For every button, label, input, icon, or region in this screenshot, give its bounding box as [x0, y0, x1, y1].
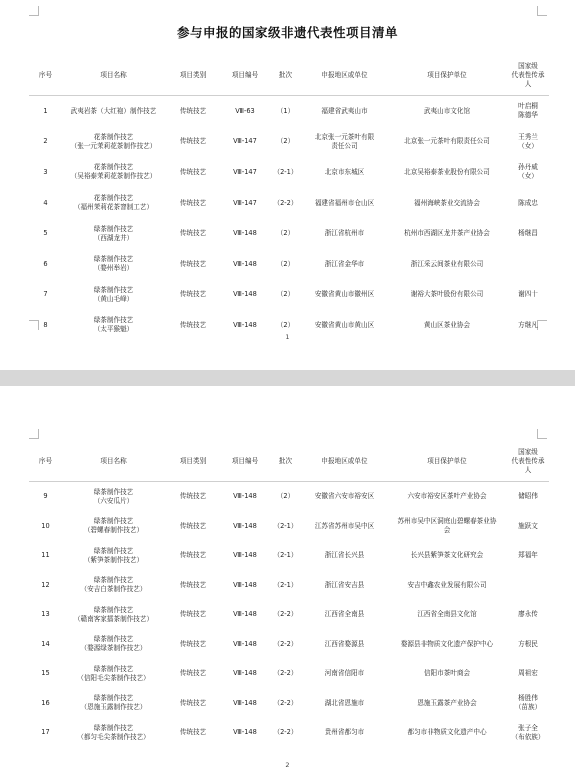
cell-name-line: 绿茶制作技艺 [93, 605, 134, 614]
cell-inheritor [507, 157, 549, 188]
table-row [29, 718, 549, 748]
cell-region [302, 718, 387, 748]
cell-inheritor [507, 630, 549, 660]
cell-category: 传统技艺 [179, 229, 207, 238]
cell-region-line: 浙江省安吉县 [324, 580, 365, 589]
cell-inheritor [507, 96, 549, 127]
cell-name-line: 花茶制作技艺 [93, 132, 134, 141]
page-number: 1 [285, 333, 290, 341]
cell-region-line: 江西省婺源县 [324, 639, 365, 648]
cell-region-line: 江苏省苏州市吴中区 [314, 521, 375, 530]
table-body [29, 96, 549, 341]
cell-inheritor [507, 600, 549, 630]
cell-inheritor [507, 571, 549, 601]
cell-name-line: 绿茶制作技艺 [93, 664, 134, 673]
header-inheritor-line: 人 [524, 79, 532, 88]
cell-name-line: 绿茶制作技艺 [93, 694, 134, 703]
cell-no: 6 [43, 259, 48, 268]
cell-region [302, 280, 387, 311]
cell-batch: （2-2） [273, 198, 298, 207]
table-row [29, 541, 549, 571]
cell-name-line: 花茶制作技艺 [93, 194, 134, 203]
cell-batch: （2-1） [273, 580, 298, 589]
cell-batch: （2） [276, 259, 295, 268]
cell-region [302, 127, 387, 158]
table-row [29, 600, 549, 630]
cell-region-line: 安徽省黄山市徽州区 [314, 290, 375, 299]
header-unit: 项目保护单位 [427, 456, 467, 465]
cell-code: Ⅷ-148 [233, 639, 257, 648]
cell-inheritor [507, 718, 549, 748]
header-inheritor-line: 代表性传承 [511, 70, 545, 79]
header-inheritor [507, 55, 549, 96]
table-row [29, 157, 549, 188]
cell-region [302, 689, 387, 719]
cell-name-line: （婺州举岩） [93, 264, 134, 273]
cell-region-line: 北京张一元茶叶有限 [314, 132, 375, 141]
cell-no: 1 [43, 106, 48, 115]
cell-code: Ⅷ-148 [233, 551, 257, 560]
header-code: 项目编号 [231, 70, 259, 79]
cell-unit [387, 96, 507, 127]
table-row [29, 482, 549, 512]
cell-name [62, 249, 165, 280]
cell-region [302, 188, 387, 219]
cell-batch: （2-2） [273, 698, 298, 707]
header-name: 项目名称 [100, 456, 127, 465]
cell-name-line: （都匀毛尖茶制作技艺） [77, 732, 150, 741]
cell-name [62, 600, 165, 630]
heritage-table [29, 55, 549, 341]
cell-inheritor-line: 方继凡 [518, 320, 538, 329]
cell-inheritor [507, 188, 549, 219]
page-number: 2 [285, 761, 290, 769]
cell-code: Ⅷ-148 [233, 580, 257, 589]
cell-name-line: （太平猴魁） [93, 325, 134, 334]
cell-no: 15 [41, 669, 50, 678]
cell-name [62, 571, 165, 601]
document-title: 参与申报的国家级非遗代表性项目清单 [176, 25, 398, 40]
cell-region [302, 249, 387, 280]
cell-unit-line: 六安市裕安区茶叶产业协会 [407, 492, 487, 501]
cell-category: 传统技艺 [179, 580, 207, 589]
cell-region-line: 福建省福州市仓山区 [314, 198, 375, 207]
cell-unit [387, 218, 507, 249]
cell-region [302, 600, 387, 630]
cell-inheritor-line: （苗族） [514, 703, 542, 712]
cell-name [62, 541, 165, 571]
table-row [29, 571, 549, 601]
heritage-table [29, 441, 549, 748]
cell-region-line: 浙江省杭州市 [324, 229, 365, 238]
cell-no: 13 [41, 610, 50, 619]
cell-inheritor [507, 482, 549, 512]
cell-unit [387, 127, 507, 158]
cell-inheritor [507, 127, 549, 158]
cell-region-line: 安徽省六安市裕安区 [314, 492, 375, 501]
header-inheritor-line: 代表性传承 [511, 456, 545, 465]
cell-name-line: （西湖龙井） [93, 233, 134, 242]
cell-name [62, 127, 165, 158]
cell-unit [387, 280, 507, 311]
cell-unit-line: 黄山区茶业协会 [423, 320, 471, 329]
cell-name-line: 绿茶制作技艺 [93, 487, 134, 496]
cell-no: 8 [43, 320, 48, 329]
document-page-1 [0, 0, 575, 370]
cell-code: Ⅷ-148 [233, 521, 257, 530]
cell-code: Ⅷ-148 [233, 610, 257, 619]
cell-no: 14 [41, 639, 50, 648]
cell-name-line: （紫笋茶制作技艺） [83, 555, 144, 564]
table-row [29, 188, 549, 219]
cell-name [62, 280, 165, 311]
header-inheritor [507, 441, 549, 482]
cell-batch: （2） [276, 320, 295, 329]
cell-unit [387, 718, 507, 748]
cell-inheritor [507, 249, 549, 280]
cell-region [302, 218, 387, 249]
header-no: 序号 [38, 456, 53, 465]
cell-unit-line: 北京吴裕泰茶业股份有限公司 [404, 167, 490, 176]
cell-batch: （2-1） [273, 521, 298, 530]
cell-inheritor [507, 280, 549, 311]
cell-batch: （2-2） [273, 610, 298, 619]
cell-no: 16 [41, 698, 50, 707]
cell-inheritor [507, 689, 549, 719]
header-code: 项目编号 [231, 456, 259, 465]
cell-region [302, 512, 387, 542]
cell-name-line: 绿茶制作技艺 [93, 255, 134, 264]
cell-name [62, 188, 165, 219]
cell-no: 3 [43, 167, 48, 176]
cell-category: 传统技艺 [179, 551, 207, 560]
cell-code: Ⅷ-148 [233, 669, 257, 678]
table-row [29, 127, 549, 158]
cell-region-line: 责任公司 [331, 141, 358, 150]
header-region: 申报地区或单位 [321, 456, 368, 465]
cell-region [302, 157, 387, 188]
header-unit: 项目保护单位 [427, 70, 467, 79]
cell-no: 10 [41, 521, 50, 530]
cell-name-line: （张一元茉莉花茶制作技艺） [70, 141, 157, 150]
header-category: 项目类别 [179, 456, 207, 465]
cell-category: 传统技艺 [179, 259, 207, 268]
cell-name [62, 218, 165, 249]
cell-name [62, 482, 165, 512]
cell-inheritor-line: 周祖宏 [518, 669, 538, 678]
cell-inheritor-line: 储昭伟 [518, 492, 538, 501]
cell-name-line: （安吉白茶制作技艺） [80, 585, 147, 594]
cell-name-line: （婺源绿茶制作技艺） [80, 644, 147, 653]
header-inheritor-line: 人 [524, 465, 532, 474]
cell-unit [387, 659, 507, 689]
cell-category: 传统技艺 [179, 106, 207, 115]
cell-region-line: 浙江省长兴县 [324, 551, 365, 560]
document-page-2 [0, 386, 575, 779]
cell-no: 7 [43, 290, 48, 299]
cell-unit-line: 安吉中鑫农业发展有限公司 [407, 580, 487, 589]
cell-code: Ⅷ-147 [233, 137, 257, 146]
cell-region-line: 湖北省恩施市 [324, 698, 365, 707]
cell-batch: （2-1） [273, 167, 298, 176]
cell-unit-line: 恩施玉露茶产业协会 [417, 698, 477, 707]
cell-unit-line: 福州海峡茶业交流协会 [414, 198, 480, 207]
cell-unit-line: 都匀市非物质文化遗产中心 [407, 728, 487, 737]
table-header-row [29, 55, 549, 96]
cell-unit [387, 630, 507, 660]
cell-region [302, 659, 387, 689]
cell-region-line: 安徽省黄山市黄山区 [314, 320, 375, 329]
cell-code: Ⅷ-148 [233, 229, 257, 238]
cell-name [62, 630, 165, 660]
cell-unit [387, 482, 507, 512]
crop-mark [537, 429, 547, 439]
cell-inheritor [507, 541, 549, 571]
cell-inheritor-line: 谢四十 [518, 290, 538, 299]
cell-unit-line: 杭州市西湖区龙井茶产业协会 [404, 229, 490, 238]
cell-name-line: （信阳毛尖茶制作技艺） [77, 673, 150, 682]
cell-name [62, 512, 165, 542]
cell-no: 17 [41, 728, 50, 737]
cell-unit [387, 689, 507, 719]
header-no: 序号 [38, 70, 53, 79]
cell-name-line: （黄山毛峰） [93, 294, 134, 303]
cell-no: 2 [43, 137, 48, 146]
crop-mark [29, 6, 39, 16]
cell-unit-line: 苏州市吴中区洞庭山碧螺春茶业协 [397, 517, 497, 526]
cell-category: 传统技艺 [179, 639, 207, 648]
cell-category: 传统技艺 [179, 290, 207, 299]
cell-inheritor-line: 杨继昌 [518, 229, 538, 238]
cell-name [62, 157, 165, 188]
table-row [29, 249, 549, 280]
cell-inheritor-line: （女） [518, 141, 538, 150]
cell-region [302, 482, 387, 512]
cell-batch: （2-2） [273, 639, 298, 648]
cell-unit [387, 157, 507, 188]
cell-name-line: 绿茶制作技艺 [93, 285, 134, 294]
cell-code: Ⅷ-148 [233, 698, 257, 707]
cell-inheritor-line: 叶启桐 [518, 102, 538, 111]
cell-batch: （1） [276, 106, 295, 115]
cell-name-line: 花茶制作技艺 [93, 163, 134, 172]
header-batch: 批次 [278, 70, 293, 79]
cell-code: Ⅷ-148 [233, 492, 257, 501]
cell-inheritor-line: 施跃文 [518, 521, 538, 530]
cell-code: Ⅷ-148 [233, 728, 257, 737]
cell-name-line: （吴裕泰茉莉花茶制作技艺） [70, 172, 157, 181]
table-body [29, 482, 549, 748]
cell-name [62, 96, 165, 127]
cell-code: Ⅷ-148 [233, 259, 257, 268]
cell-category: 传统技艺 [179, 698, 207, 707]
cell-unit-line: 江西省全南县文化馆 [417, 610, 477, 619]
cell-name [62, 718, 165, 748]
cell-unit-line: 北京张一元茶叶有限责任公司 [404, 137, 490, 146]
cell-name [62, 659, 165, 689]
cell-no: 4 [43, 198, 48, 207]
header-inheritor-line: 国家级 [518, 61, 538, 70]
cell-category: 传统技艺 [179, 610, 207, 619]
cell-name [62, 689, 165, 719]
cell-region [302, 571, 387, 601]
cell-unit-line: 信阳市茶叶商会 [423, 669, 471, 678]
cell-name-line: （碧螺春制作技艺） [83, 526, 144, 535]
cell-unit-line: 武夷山市文化馆 [423, 106, 471, 115]
cell-unit-line: 长兴县紫笋茶文化研究会 [410, 551, 484, 560]
cell-name-line: （福州茉莉花茶窨制工艺） [73, 203, 154, 212]
table-row [29, 280, 549, 311]
cell-inheritor-line: 王秀兰 [518, 132, 538, 141]
cell-name-line: （恩施玉露制作技艺） [80, 703, 147, 712]
crop-mark [537, 6, 547, 16]
cell-inheritor-line: 陈成忠 [518, 198, 538, 207]
crop-mark [29, 429, 39, 439]
cell-category: 传统技艺 [179, 198, 207, 207]
cell-region-line: 福建省武夷山市 [321, 106, 368, 115]
header-category: 项目类别 [179, 70, 207, 79]
cell-inheritor-line: 孙丹威 [518, 163, 538, 172]
cell-region-line: 河南省信阳市 [324, 669, 365, 678]
cell-inheritor-line: （布依族） [511, 732, 545, 741]
cell-region [302, 541, 387, 571]
cell-category: 传统技艺 [179, 137, 207, 146]
cell-region-line: 北京市东城区 [324, 167, 365, 176]
cell-name-line: 绿茶制作技艺 [93, 316, 134, 325]
cell-no: 11 [41, 551, 50, 560]
cell-unit-line: 婺源县非物质文化遗产保护中心 [400, 639, 494, 648]
cell-code: Ⅷ-148 [233, 290, 257, 299]
cell-batch: （2-2） [273, 669, 298, 678]
table-row [29, 689, 549, 719]
cell-name-line: 武夷岩茶（大红袍）制作技艺 [70, 106, 157, 115]
cell-name-line: 绿茶制作技艺 [93, 517, 134, 526]
cell-inheritor [507, 218, 549, 249]
cell-code: Ⅷ-148 [233, 320, 257, 329]
cell-unit [387, 512, 507, 542]
header-inheritor-line: 国家级 [518, 447, 538, 456]
cell-region-line: 江西省全南县 [324, 610, 365, 619]
header-batch: 批次 [278, 456, 293, 465]
cell-unit [387, 249, 507, 280]
cell-unit [387, 600, 507, 630]
cell-unit [387, 571, 507, 601]
cell-code: Ⅷ-147 [233, 167, 257, 176]
table-row [29, 512, 549, 542]
cell-code: Ⅷ-63 [235, 106, 255, 115]
cell-inheritor [507, 512, 549, 542]
cell-inheritor-line: 陈德华 [518, 111, 538, 120]
table-row [29, 218, 549, 249]
cell-inheritor-line: 廖永传 [518, 610, 538, 619]
cell-no: 5 [43, 229, 48, 238]
cell-batch: （2） [276, 290, 295, 299]
cell-batch: （2） [276, 229, 295, 238]
cell-inheritor-line: 张子全 [518, 723, 538, 732]
cell-unit-line: 浙江采云间茶业有限公司 [410, 259, 484, 268]
cell-inheritor [507, 659, 549, 689]
cell-name-line: （六安瓜片） [93, 496, 134, 505]
cell-category: 传统技艺 [179, 521, 207, 530]
cell-inheritor-line: （女） [518, 172, 538, 181]
cell-unit [387, 541, 507, 571]
cell-region-line: 浙江省金华市 [324, 259, 365, 268]
cell-unit-line: 会 [443, 526, 451, 535]
cell-category: 传统技艺 [179, 728, 207, 737]
cell-unit-line: 谢裕大茶叶股份有限公司 [410, 290, 484, 299]
table-row [29, 630, 549, 660]
header-region: 申报地区或单位 [321, 70, 368, 79]
cell-no: 12 [41, 580, 50, 589]
cell-batch: （2-2） [273, 728, 298, 737]
cell-inheritor-line: 郑福年 [518, 551, 538, 560]
cell-name-line: 绿茶制作技艺 [93, 224, 134, 233]
cell-name-line: 绿茶制作技艺 [93, 546, 134, 555]
cell-name-line: 绿茶制作技艺 [93, 635, 134, 644]
cell-batch: （2-1） [273, 551, 298, 560]
table-row [29, 659, 549, 689]
cell-category: 传统技艺 [179, 669, 207, 678]
table-row [29, 96, 549, 127]
cell-region-line: 贵州省都匀市 [324, 728, 365, 737]
cell-batch: （2） [276, 137, 295, 146]
cell-category: 传统技艺 [179, 167, 207, 176]
cell-region [302, 96, 387, 127]
cell-code: Ⅷ-147 [233, 198, 257, 207]
cell-unit [387, 188, 507, 219]
table-header-row [29, 441, 549, 482]
cell-category: 传统技艺 [179, 492, 207, 501]
cell-batch: （2） [276, 492, 295, 501]
cell-name-line: 绿茶制作技艺 [93, 723, 134, 732]
cell-inheritor-line: 杨胜伟 [518, 694, 538, 703]
header-name: 项目名称 [100, 70, 127, 79]
cell-no: 9 [43, 492, 48, 501]
cell-category: 传统技艺 [179, 320, 207, 329]
cell-region [302, 630, 387, 660]
cell-inheritor-line: 方根民 [518, 639, 538, 648]
cell-name-line: （赣南客家擂茶制作技艺） [73, 614, 154, 623]
cell-name-line: 绿茶制作技艺 [93, 576, 134, 585]
